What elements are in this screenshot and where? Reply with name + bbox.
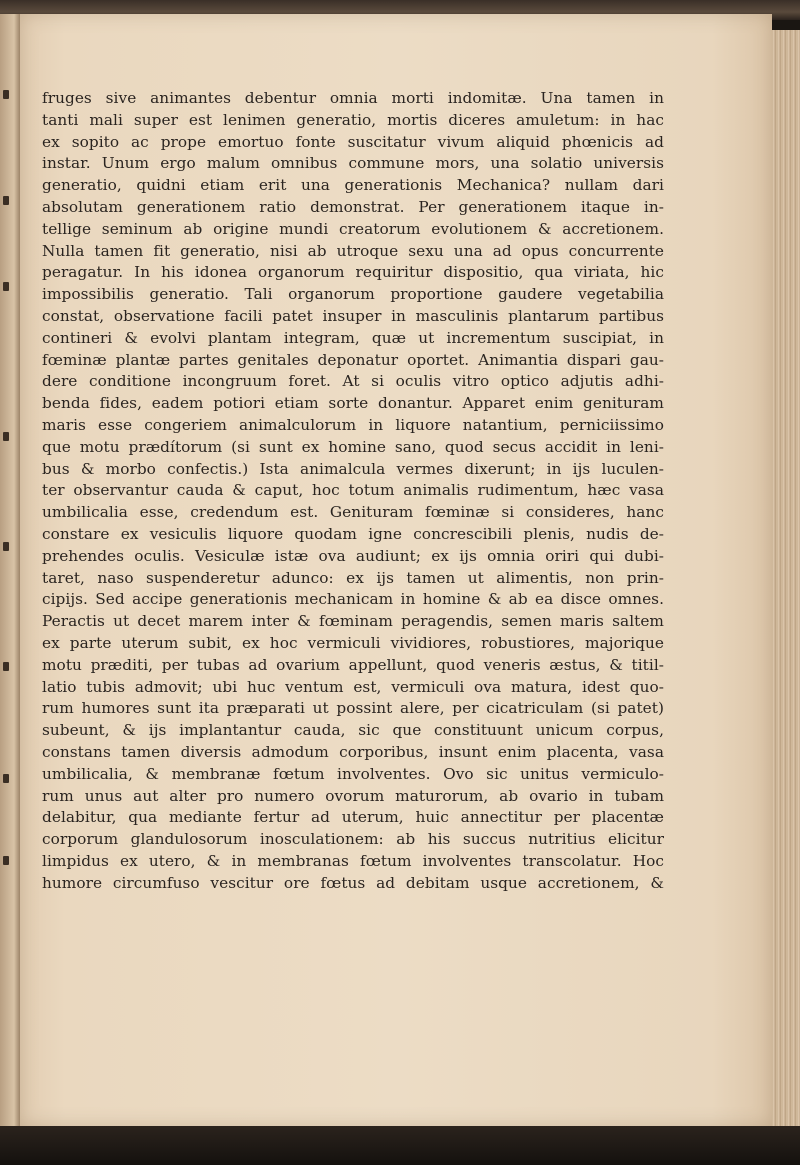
text-line: constans tamen diversis admodum corporibus, insunt enim placenta, vasa	[42, 742, 664, 761]
text-line: latio tubis admovit; ubi huc ventum est, vermiculi ova matura, idest quo-	[42, 677, 664, 696]
book-page	[20, 14, 772, 1126]
text-line: maris esse congeriem animalculorum in liquore natantium, perniciissimo	[42, 415, 664, 434]
text-line: que motu prædítorum (si sunt ex homine sano, quod secus accidit in leni-	[42, 437, 664, 456]
text-line: cipijs. Sed accipe generationis mechanicam in homine & ab ea disce omnes.	[42, 590, 664, 609]
facing-page-glyph	[3, 856, 9, 865]
text-line: benda fides, eadem potiori etiam sorte donantur. Apparet enim genituram	[42, 394, 664, 413]
text-line: contineri & evolvi plantam integram, quæ ut incrementum suscipiat, in	[42, 328, 664, 347]
text-line: umbilicalia esse, credendum est. Genituram fœminæ si consideres, hanc	[42, 503, 664, 522]
facing-page-glyph	[3, 542, 9, 551]
text-line: fœminæ plantæ partes genitales deponatur oportet. Animantia dispari gau-	[42, 350, 664, 369]
text-line: bus & morbo confectis.) Ista animalcula vermes dixerunt; in ijs luculen-	[42, 459, 664, 478]
text-line: ex sopito ac prope emortuo fonte suscitatur vivum aliquid phœnicis ad	[42, 132, 664, 151]
body-text	[42, 88, 664, 894]
facing-page-glyph	[3, 90, 9, 99]
text-line: prehendes oculis. Vesiculæ istæ ova audiunt; ex ijs omnia oriri qui dubi-	[42, 546, 664, 565]
text-line: generatio, quidni etiam erit una generationis Mechanica? nullam dari	[42, 176, 664, 195]
text-line: subeunt, & ijs implantantur cauda, sic que constituunt unicum corpus,	[42, 721, 664, 740]
text-line: humore circumfuso vescitur ore fœtus ad debitam usque accretionem, &	[42, 873, 664, 892]
text-line: rum humores sunt ita præparati ut possint alere, per cicatriculam (si patet)	[42, 699, 664, 718]
text-line: Nulla tamen fit generatio, nisi ab utroque sexu una ad opus concurrente	[42, 241, 664, 260]
text-line: delabitur, qua mediante fertur ad uterum, huic annectitur per placentæ	[42, 808, 664, 827]
text-line: dere conditione incongruum foret. At si oculis vitro optico adjutis adhi-	[42, 372, 664, 391]
text-line: absolutam generationem ratio demonstrat. Per generationem itaque in-	[42, 197, 664, 216]
facing-page-glyph	[3, 196, 9, 205]
text-line: instar. Unum ergo malum omnibus commune mors, una solatio universis	[42, 154, 664, 173]
text-line: impossibilis generatio. Tali organorum proportione gaudere vegetabilia	[42, 285, 664, 304]
page-stack-edge	[772, 30, 800, 1140]
text-line: fruges sive animantes debentur omnia morti indomitæ. Una tamen in	[42, 89, 664, 107]
text-line: ex parte uterum subit, ex hoc vermiculi vividiores, robustiores, majorique	[42, 633, 664, 652]
book-bottom-edge	[0, 1126, 800, 1165]
text-line: ter observantur cauda & caput, hoc totum animalis rudimentum, hæc vasa	[42, 481, 664, 500]
text-line: umbilicalia, & membranæ fœtum involventes. Ovo sic unitus vermiculo-	[42, 764, 664, 783]
text-line: motu præditi, per tubas ad ovarium appellunt, quod veneris æstus, & titil-	[42, 655, 664, 674]
text-line: limpidus ex utero, & in membranas fœtum involventes transcolatur. Hoc	[42, 851, 664, 870]
text-line: corporum glandulosorum inosculationem: ab his succus nutritius elicitur	[42, 830, 664, 849]
facing-page-glyph	[3, 662, 9, 671]
facing-page-glyph	[3, 282, 9, 291]
text-line: Peractis ut decet marem inter & fœminam peragendis, semen maris saltem	[42, 612, 664, 631]
text-line: rum unus aut alter pro numero ovorum maturorum, ab ovario in tubam	[42, 786, 664, 805]
facing-page-edge	[0, 14, 20, 1134]
text-line: taret, naso suspenderetur adunco: ex ijs tamen ut alimentis, non prin-	[42, 568, 664, 587]
facing-page-glyph	[3, 774, 9, 783]
facing-page-glyph	[3, 432, 9, 441]
text-line: constare ex vesiculis liquore quodam igne concrescibili plenis, nudis de-	[42, 524, 664, 543]
text-line: peragatur. In his idonea organorum requiritur dispositio, qua viriata, hic	[42, 263, 664, 282]
text-line: tellige seminum ab origine mundi creatorum evolutionem & accretionem.	[42, 219, 664, 238]
text-line: tanti mali super est lenimen generatio, mortis diceres amuletum: in hac	[42, 110, 664, 129]
text-line: constat, observatione facili patet insuper in masculinis plantarum partibus	[42, 306, 664, 325]
